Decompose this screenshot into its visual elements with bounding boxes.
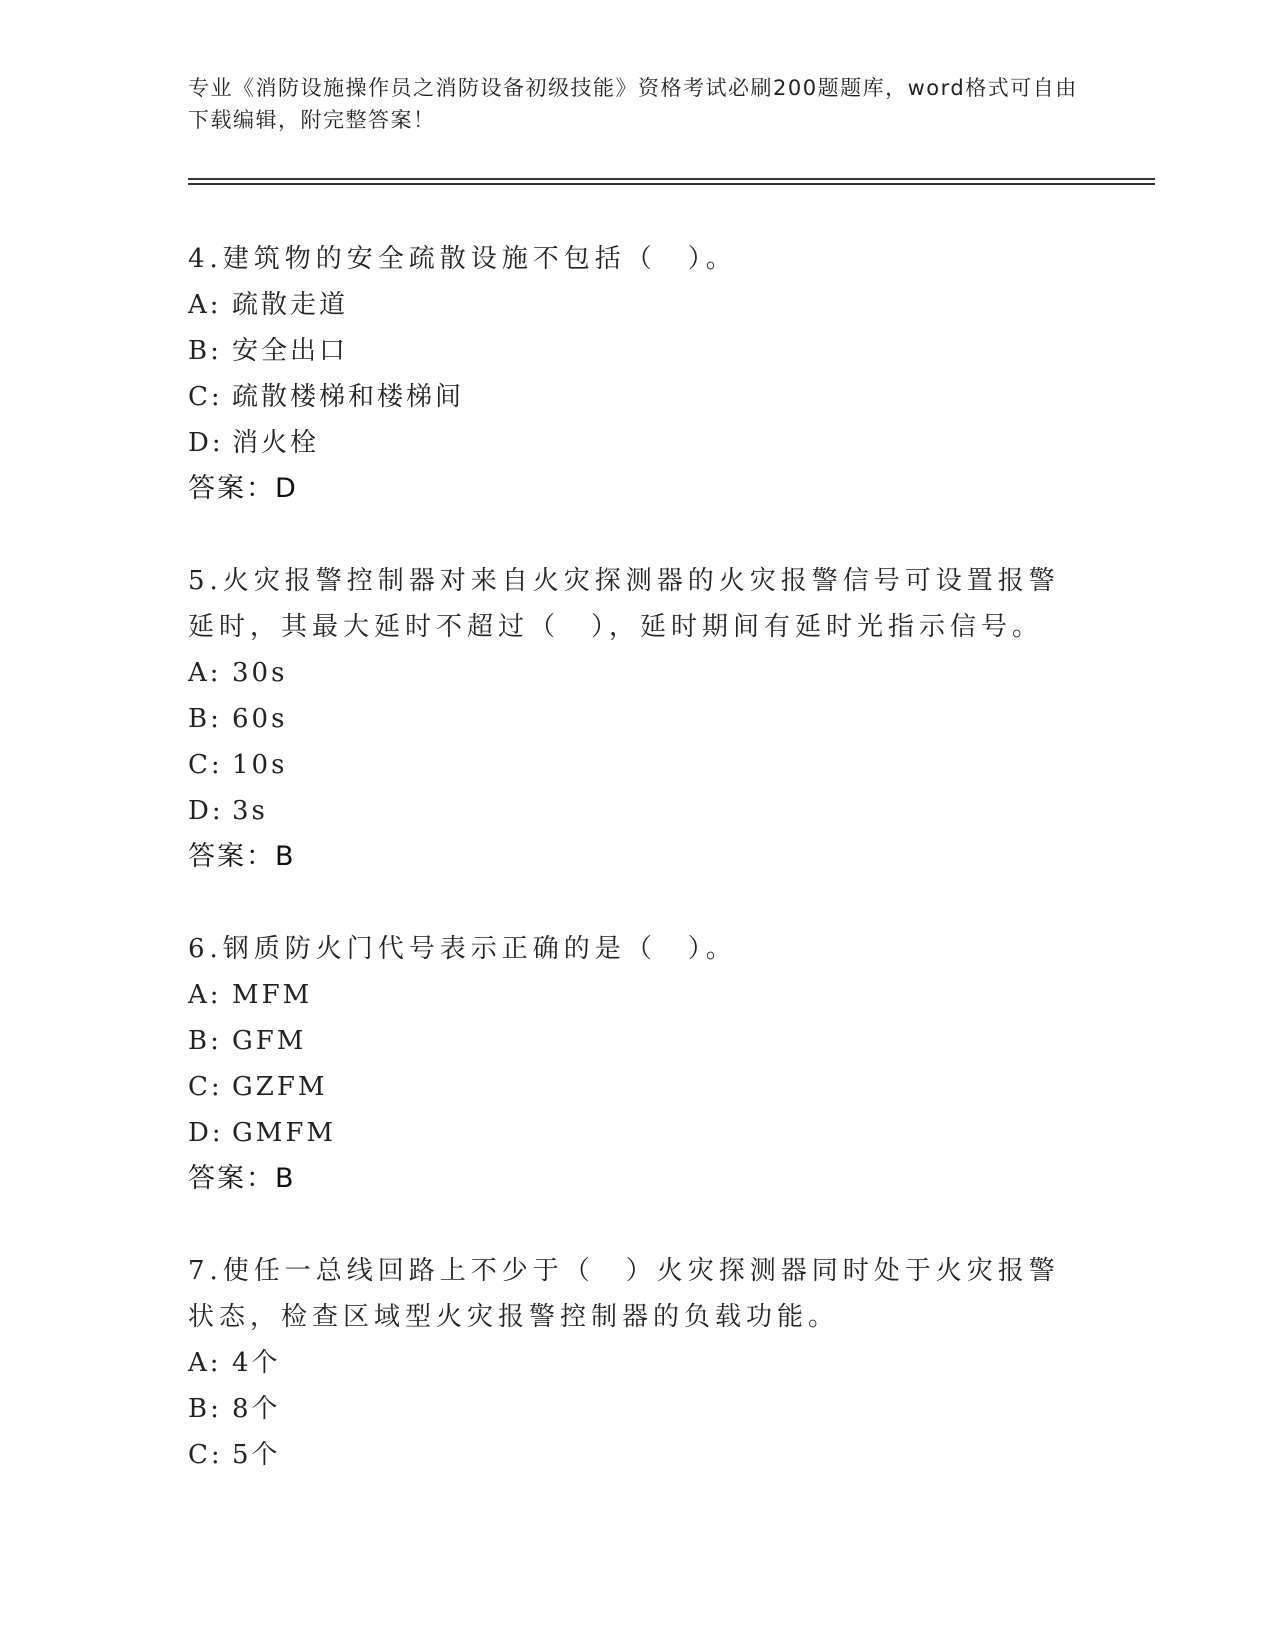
question-stem: 7.使任一总线回路上不少于（ ）火灾探测器同时处于火灾报警状态，检查区域型火灾报警控制器的负载功能。 bbox=[188, 1256, 1060, 1332]
document-header: 专业《消防设施操作员之消防设备初级技能》资格考试必刷200题题库，word格式可自由下载编辑，附完整答案！ bbox=[188, 76, 1078, 132]
answer-line: 答案：B bbox=[188, 841, 296, 872]
question-item bbox=[188, 1248, 1088, 1478]
question-stem: 5.火灾报警控制器对来自火灾探测器的火灾报警信号可设置报警延时，其最大延时不超过（ ），延时期间有延时光指示信号。 bbox=[188, 566, 1060, 642]
option-c bbox=[188, 1432, 1088, 1478]
header-divider-top bbox=[188, 178, 1155, 180]
option-c bbox=[188, 374, 1088, 420]
option-key: A: bbox=[188, 658, 222, 688]
question-item bbox=[188, 558, 1088, 880]
option-c bbox=[188, 1064, 1088, 1110]
option-b bbox=[188, 328, 1088, 374]
option-key: B: bbox=[188, 336, 222, 366]
question-item bbox=[188, 236, 1088, 512]
header-divider-bottom bbox=[188, 183, 1155, 185]
option-key: C: bbox=[188, 382, 223, 412]
question-list bbox=[188, 236, 1088, 1524]
option-text: 8个 bbox=[232, 1394, 281, 1424]
option-key: D: bbox=[188, 1118, 224, 1148]
option-d bbox=[188, 420, 1088, 466]
option-b bbox=[188, 1386, 1088, 1432]
option-c bbox=[188, 742, 1088, 788]
option-key: B: bbox=[188, 1026, 222, 1056]
option-text: GZFM bbox=[232, 1072, 328, 1102]
option-a bbox=[188, 650, 1088, 696]
option-text: 安全出口 bbox=[232, 336, 349, 366]
option-text: 30s bbox=[232, 658, 288, 688]
option-text: 60s bbox=[232, 704, 288, 734]
option-key: D: bbox=[188, 796, 224, 826]
question-item bbox=[188, 926, 1088, 1202]
option-a bbox=[188, 1340, 1088, 1386]
option-b bbox=[188, 696, 1088, 742]
option-d bbox=[188, 1110, 1088, 1156]
option-key: C: bbox=[188, 1072, 223, 1102]
question-stem: 4.建筑物的安全疏散设施不包括（ ）。 bbox=[188, 244, 737, 274]
option-key: B: bbox=[188, 1394, 222, 1424]
option-key: A: bbox=[188, 1348, 222, 1378]
option-a bbox=[188, 282, 1088, 328]
answer-line: 答案：D bbox=[188, 473, 298, 504]
option-text: 疏散楼梯和楼梯间 bbox=[232, 382, 465, 412]
option-key: A: bbox=[188, 290, 222, 320]
option-text: GMFM bbox=[232, 1118, 337, 1148]
option-d bbox=[188, 788, 1088, 834]
option-a bbox=[188, 972, 1088, 1018]
answer-line: 答案：B bbox=[188, 1163, 296, 1194]
option-text: 4个 bbox=[232, 1348, 281, 1378]
question-stem: 6.钢质防火门代号表示正确的是（ ）。 bbox=[188, 934, 737, 964]
option-key: C: bbox=[188, 1440, 223, 1470]
option-text: GFM bbox=[232, 1026, 307, 1056]
option-key: A: bbox=[188, 980, 222, 1010]
option-b bbox=[188, 1018, 1088, 1064]
option-text: 10s bbox=[232, 750, 288, 780]
option-key: D: bbox=[188, 428, 224, 458]
option-text: 5个 bbox=[232, 1440, 281, 1470]
option-text: 3s bbox=[232, 796, 268, 826]
option-text: MFM bbox=[232, 980, 313, 1010]
option-key: C: bbox=[188, 750, 223, 780]
option-text: 疏散走道 bbox=[232, 290, 349, 320]
option-key: B: bbox=[188, 704, 222, 734]
option-text: 消火栓 bbox=[232, 428, 320, 458]
